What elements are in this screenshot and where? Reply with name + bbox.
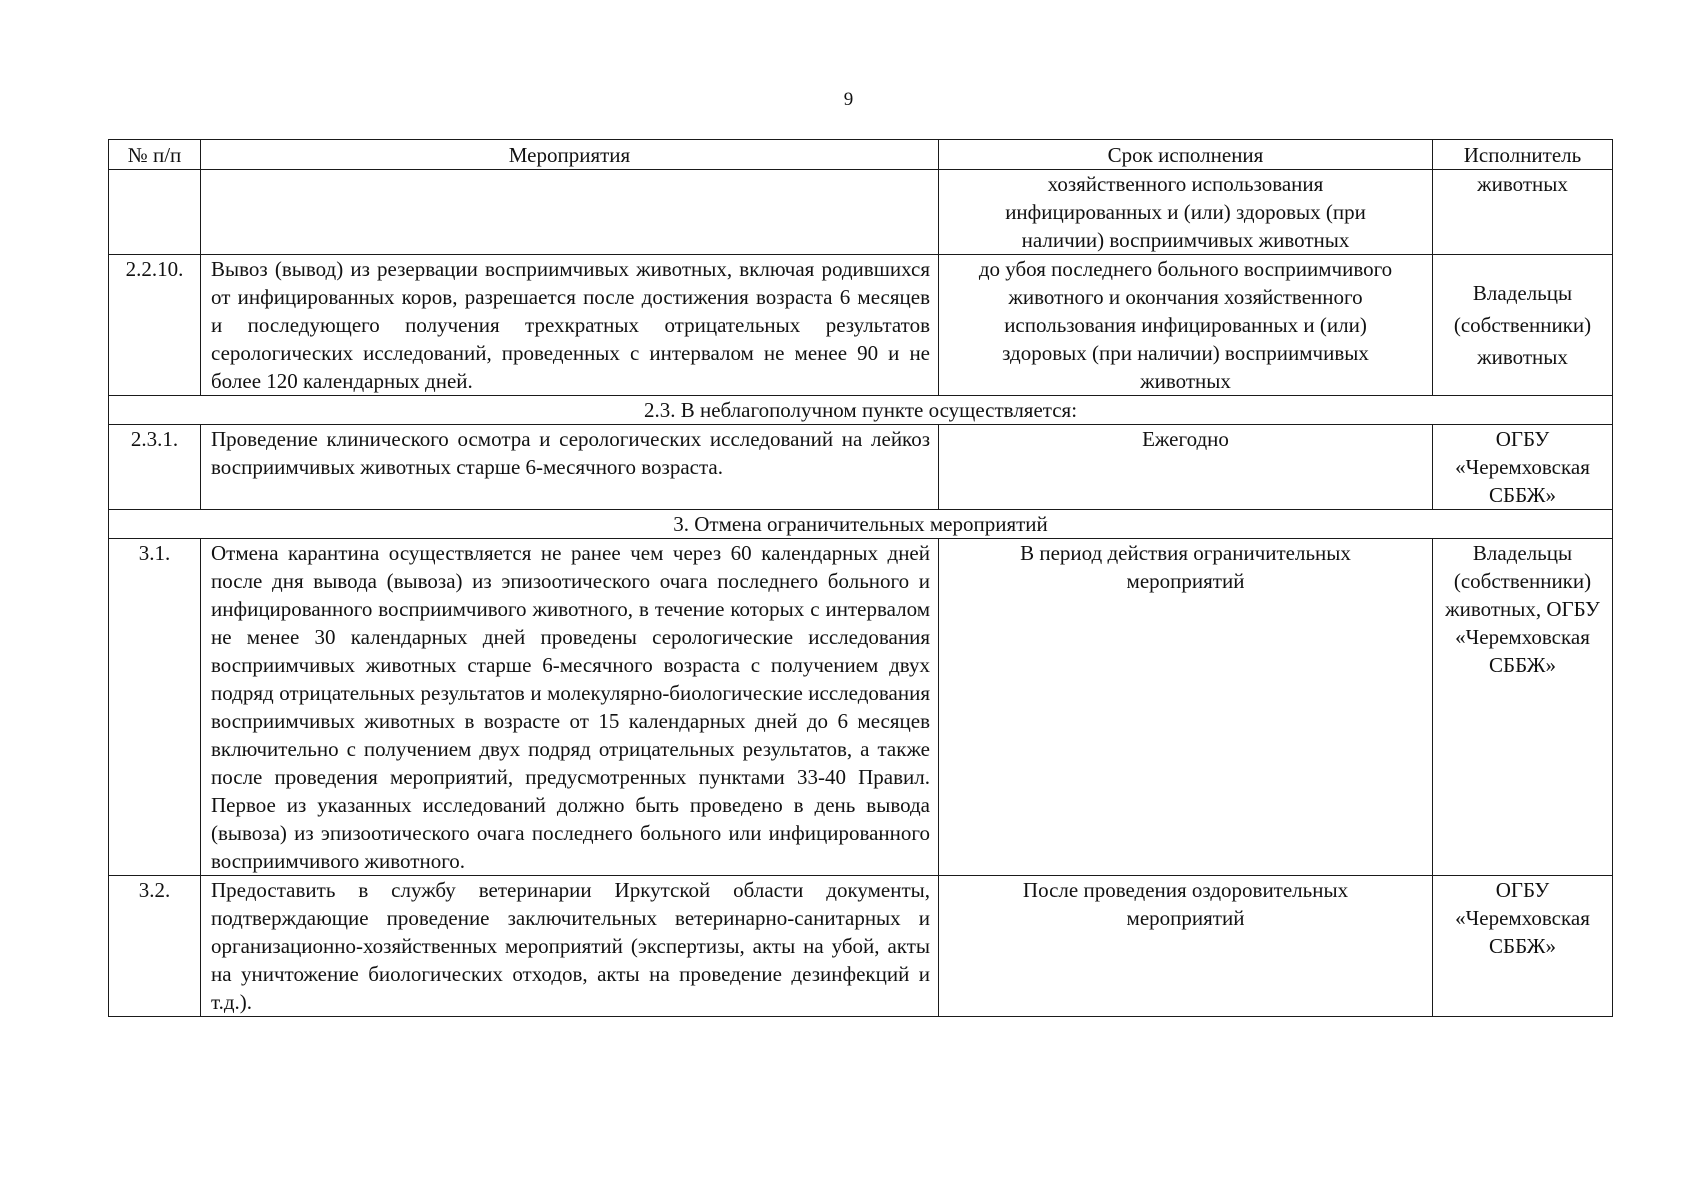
- table-row-continuation: [109, 170, 1613, 255]
- cell-measure: Проведение клинического осмотра и серологических исследований на лейкоз восприимчивых животных старше 6-месячного возраста.: [201, 425, 939, 510]
- section-row-2-3: [109, 396, 1613, 425]
- section-heading-3: 3. Отмена ограничительных мероприятий: [109, 510, 1613, 539]
- cell-term: После проведения оздоровительных мероприятий: [939, 876, 1433, 1017]
- cell-executor: ОГБУ «Черемховская СББЖ»: [1433, 425, 1613, 510]
- table-header-row: [109, 140, 1613, 170]
- cell-executor: Владельцы (собственники) животных, ОГБУ «Черемховская СББЖ»: [1433, 539, 1613, 876]
- cell-number: 2.3.1.: [109, 425, 201, 510]
- cell-measure: [201, 170, 939, 255]
- cell-number: 3.1.: [109, 539, 201, 876]
- header-measures: Мероприятия: [201, 140, 939, 170]
- header-executor: Исполнитель: [1433, 140, 1613, 170]
- cell-executor: Владельцы (собственники) животных: [1433, 255, 1613, 396]
- cell-term: В период действия ограничительных мероприятий: [939, 539, 1433, 876]
- cell-term: хозяйственного использования инфицированных и (или) здоровых (при наличии) восприимчивых животных: [939, 170, 1433, 255]
- table-row-3-2: [109, 876, 1613, 1017]
- cell-term: Ежегодно: [939, 425, 1433, 510]
- cell-measure: Отмена карантина осуществляется не ранее чем через 60 календарных дней после дня вывода (вывоза) из эпизоотического очага последнего больного и инфицированного восприимчивого животного, в течение которых с интервалом не менее 30 календарных дней проведены серологические исследования восприимчивых животных старше 6-месячного возраста с получением двух подряд отрицательных результатов и молекулярно-биологические исследования восприимчивых животных в возрасте от 15 календарных дней до 6 месяцев включительно с получением двух подряд отрицательных результатов, а также после проведения мероприятий, предусмотренных пунктами 33-40 Правил. Первое из указанных исследований должно быть проведено в день вывода (вывоза) из эпизоотического очага последнего больного или инфицированного восприимчивого животного.: [201, 539, 939, 876]
- cell-measure: Предоставить в службу ветеринарии Иркутской области документы, подтверждающие проведение заключительных ветеринарно-санитарных и организационно-хозяйственных мероприятий (экспертизы, акты на убой, акты на уничтожение биологических отходов, акты на проведение дезинфекций и т.д.).: [201, 876, 939, 1017]
- table-row-2-3-1: [109, 425, 1613, 510]
- header-term: Срок исполнения: [939, 140, 1433, 170]
- cell-term: до убоя последнего больного восприимчивого животного и окончания хозяйственного использования инфицированных и (или) здоровых (при наличии) восприимчивых животных: [939, 255, 1433, 396]
- table-row-3-1: [109, 539, 1613, 876]
- cell-executor: ОГБУ «Черемховская СББЖ»: [1433, 876, 1613, 1017]
- cell-executor: животных: [1433, 170, 1613, 255]
- cell-measure: Вывоз (вывод) из резервации восприимчивых животных, включая родившихся от инфицированных коров, разрешается после достижения возраста 6 месяцев и последующего получения трехкратных отрицательных результатов серологических исследований, проведенных с интервалом не менее 90 и не более 120 календарных дней.: [201, 255, 939, 396]
- section-heading-2-3: 2.3. В неблагополучном пункте осуществляется:: [109, 396, 1613, 425]
- measures-table: [108, 139, 1613, 1017]
- section-row-3: [109, 510, 1613, 539]
- table-row-2-2-10: [109, 255, 1613, 396]
- cell-number: 3.2.: [109, 876, 201, 1017]
- page-number: 9: [843, 89, 854, 110]
- cell-number: 2.2.10.: [109, 255, 201, 396]
- cell-number: [109, 170, 201, 255]
- header-number: № п/п: [109, 140, 201, 170]
